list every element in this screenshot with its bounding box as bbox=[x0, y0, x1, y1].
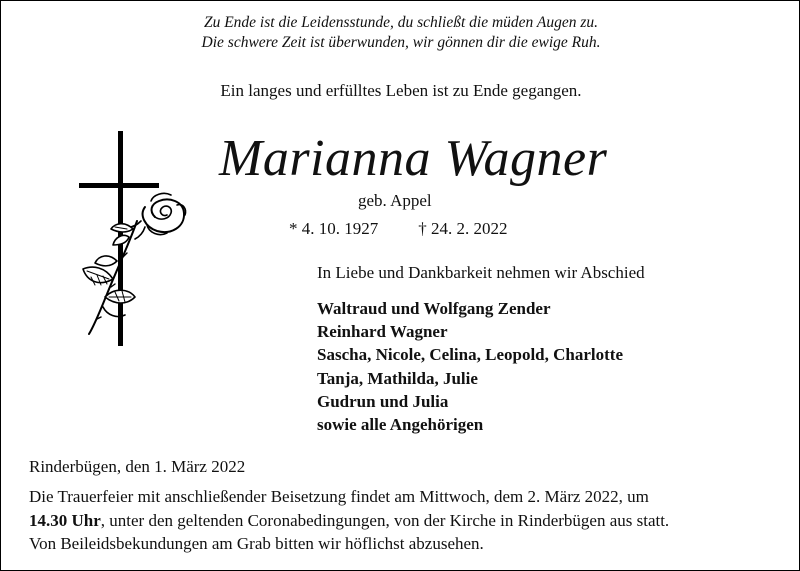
poem-line: Die schwere Zeit ist überwunden, wir gönnen dir die ewige Ruh. bbox=[201, 34, 601, 51]
deceased-name: Marianna Wagner bbox=[219, 130, 608, 187]
notice-line: Von Beileidsbekundungen am Grab bitten wir höflichst abzusehen. bbox=[29, 534, 484, 553]
birth-date: * 4. 10. 1927 bbox=[289, 219, 379, 238]
farewell-text: In Liebe und Dankbarkeit nehmen wir Abschied bbox=[317, 263, 645, 282]
poem bbox=[1, 13, 800, 53]
mourner-line: Tanja, Mathilda, Julie bbox=[317, 368, 478, 388]
mourner-line: sowie alle Angehörigen bbox=[317, 415, 484, 435]
birth-name: geb. Appel bbox=[358, 191, 432, 210]
mourner-line: Gudrun und Julia bbox=[317, 391, 449, 411]
funeral-notice bbox=[29, 485, 789, 556]
death-date: † 24. 2. 2022 bbox=[418, 219, 508, 238]
notice-line bbox=[29, 509, 789, 533]
place-date: Rinderbügen, den 1. März 2022 bbox=[29, 457, 246, 476]
poem-line: Zu Ende ist die Leidensstunde, du schließt die müden Augen zu. bbox=[203, 14, 599, 31]
ceremony-time: 14.30 Uhr bbox=[29, 510, 101, 530]
mourners-list bbox=[317, 297, 623, 436]
notice-line: Die Trauerfeier mit anschließender Beisetzung findet am Mittwoch, dem 2. März 2022, um bbox=[29, 487, 649, 506]
cross-with-rose-icon bbox=[67, 129, 197, 354]
intro-text: Ein langes und erfülltes Leben ist zu Ende gegangen. bbox=[220, 81, 582, 100]
mourner-line: Reinhard Wagner bbox=[317, 322, 448, 342]
notice-line-rest: , unter den geltenden Coronabedingungen, von der Kirche in Rinderbügen aus statt. bbox=[100, 510, 670, 530]
life-dates bbox=[289, 219, 548, 239]
mourner-line: Waltraud und Wolfgang Zender bbox=[317, 299, 551, 318]
mourner-line: Sascha, Nicole, Celina, Leopold, Charlotte bbox=[317, 345, 623, 365]
